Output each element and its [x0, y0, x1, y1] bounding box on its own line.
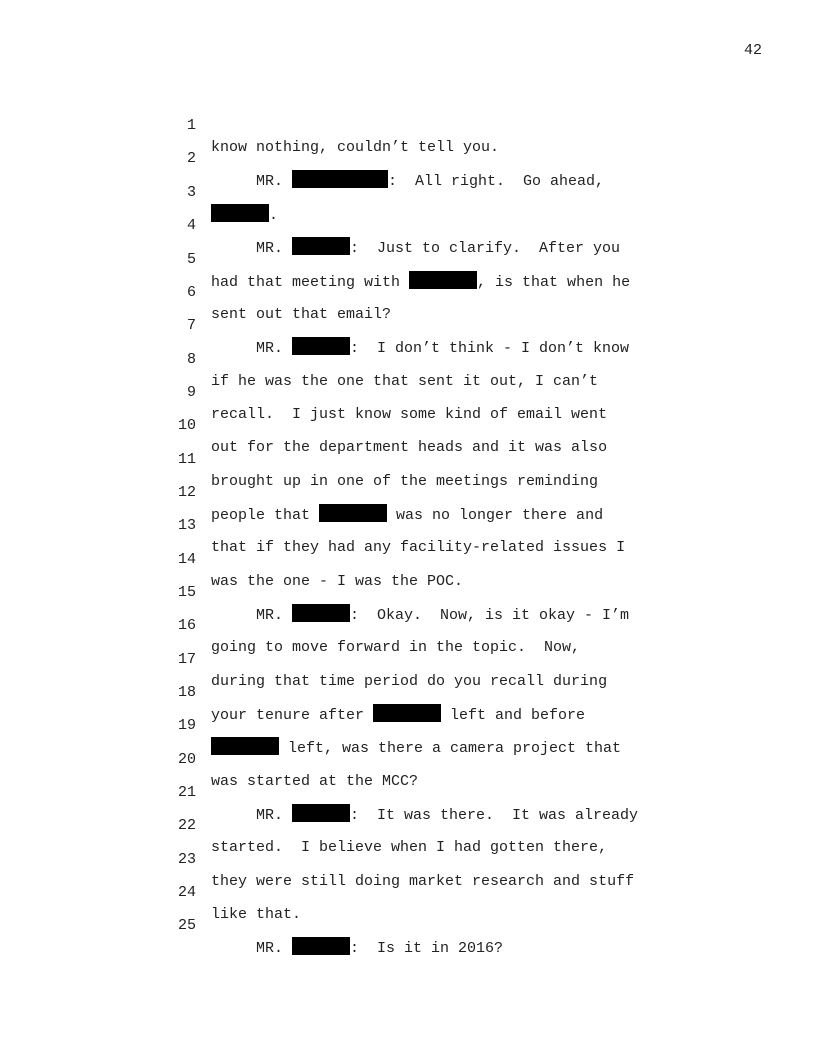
- text-segment: : Is it in 2016?: [350, 940, 504, 957]
- text-segment: left and before: [441, 707, 586, 724]
- transcript-line: [0, 827, 816, 890]
- text-segment: MR.: [211, 940, 293, 957]
- transcript-line: [0, 527, 816, 590]
- text-segment: out for the department heads and it was also: [211, 439, 608, 456]
- line-number: 19: [177, 717, 196, 734]
- line-number: 9: [186, 384, 196, 401]
- text-segment: your tenure after: [211, 707, 374, 724]
- transcript-line: [0, 693, 816, 757]
- line-number: 18: [177, 684, 196, 701]
- line-number: 21: [177, 784, 196, 801]
- text-segment: MR.: [211, 173, 293, 190]
- line-number: 4: [186, 217, 196, 234]
- text-segment: , is that when he: [477, 274, 631, 291]
- line-number: 11: [177, 451, 196, 468]
- text-segment: if he was the one that sent it out, I can’t: [211, 373, 599, 390]
- text-segment: during that time period do you recall during: [211, 673, 608, 690]
- text-segment: .: [269, 207, 279, 224]
- line-number: 1: [186, 117, 196, 134]
- text-segment: sent out that email?: [211, 306, 392, 323]
- text-segment: like that.: [211, 906, 302, 923]
- text-segment: people that: [211, 507, 320, 524]
- transcript-line: [0, 627, 816, 690]
- line-number: 20: [177, 751, 196, 768]
- line-number: 25: [177, 917, 196, 934]
- transcript-line: [0, 393, 816, 456]
- transcript-line: [0, 760, 816, 824]
- text-segment: had that meeting with: [211, 274, 410, 291]
- transcript-line: [0, 126, 816, 190]
- text-segment: MR.: [211, 607, 293, 624]
- transcript-line: [0, 727, 816, 790]
- text-segment: they were still doing market research and stuff: [211, 873, 635, 890]
- transcript-line: [0, 660, 816, 724]
- line-number: 10: [177, 417, 196, 434]
- transcript-line: [0, 593, 816, 656]
- line-number: 3: [186, 184, 196, 201]
- text-segment: that if they had any facility-related issues I: [211, 539, 626, 556]
- text-segment: recall. I just know some kind of email went: [211, 406, 608, 423]
- redaction-bar: [292, 937, 350, 955]
- line-number: 22: [177, 817, 196, 834]
- transcript-line: [0, 860, 816, 923]
- transcript-line: [0, 227, 816, 291]
- text-segment: left, was there a camera project that: [279, 740, 622, 757]
- line-number: 16: [177, 617, 196, 634]
- line-number: 7: [186, 317, 196, 334]
- text-segment: : All right. Go ahead,: [388, 173, 605, 190]
- line-number: 14: [177, 551, 196, 568]
- text-segment: MR.: [211, 240, 293, 257]
- transcript-line: [0, 160, 816, 224]
- text-segment: was started at the MCC?: [211, 773, 419, 790]
- transcript-line: [0, 427, 816, 490]
- text-segment: going to move forward in the topic. Now,: [211, 639, 581, 656]
- line-number: 5: [186, 251, 196, 268]
- text-segment: MR.: [211, 340, 293, 357]
- transcript-line: [0, 460, 816, 524]
- line-number: 12: [177, 484, 196, 501]
- text-segment: was no longer there and: [387, 507, 604, 524]
- line-text: [211, 937, 503, 960]
- text-segment: : It was there. It was already: [350, 807, 639, 824]
- text-segment: was the one - I was the POC.: [211, 573, 464, 590]
- transcript-line: [0, 93, 816, 156]
- line-number: 23: [177, 851, 196, 868]
- transcript-line: [0, 293, 816, 357]
- line-number: 2: [186, 150, 196, 167]
- line-number: 13: [177, 517, 196, 534]
- transcript-line: [0, 493, 816, 556]
- text-segment: brought up in one of the meetings reminding: [211, 473, 599, 490]
- text-segment: : I don’t think - I don’t know: [350, 340, 630, 357]
- text-segment: MR.: [211, 807, 293, 824]
- transcript-line: [0, 327, 816, 390]
- text-segment: started. I believe when I had gotten there,: [211, 839, 608, 856]
- text-segment: : Just to clarify. After you: [350, 240, 621, 257]
- page-number: 42: [743, 42, 762, 59]
- text-segment: : Okay. Now, is it okay - I’m: [350, 607, 630, 624]
- transcript-line: [0, 893, 816, 957]
- text-segment: know nothing, couldn’t tell you.: [211, 139, 500, 156]
- line-number: 24: [177, 884, 196, 901]
- transcript-line: [0, 793, 816, 856]
- transcript-line: [0, 260, 816, 323]
- transcript-line: [0, 560, 816, 624]
- transcript-line: [0, 193, 816, 257]
- line-number: 8: [186, 351, 196, 368]
- transcript-line: [0, 360, 816, 423]
- line-number: 15: [177, 584, 196, 601]
- line-number: 6: [186, 284, 196, 301]
- line-number: 17: [177, 651, 196, 668]
